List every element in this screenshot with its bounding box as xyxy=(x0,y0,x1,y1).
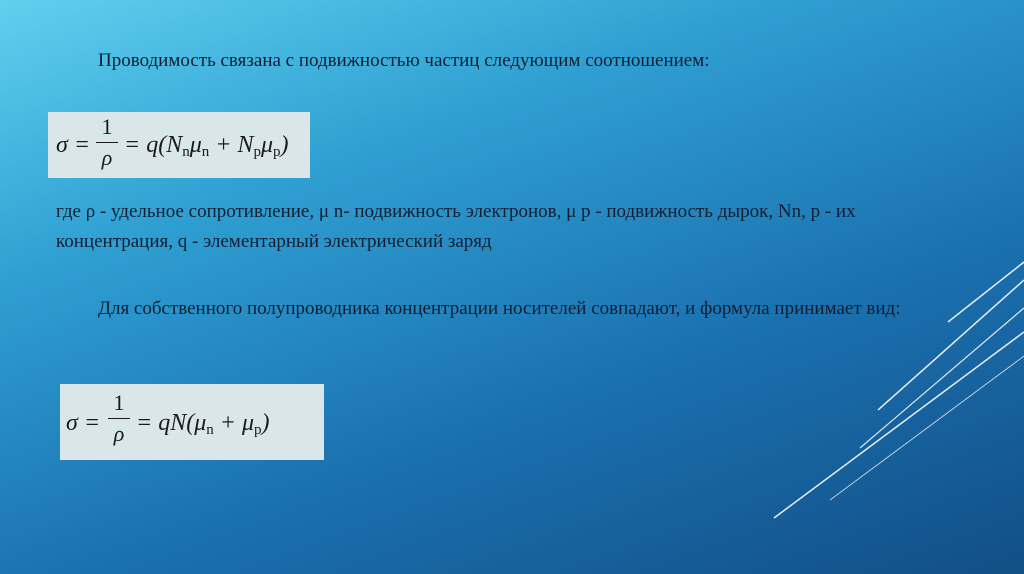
formula2-lhs: σ = xyxy=(66,410,101,436)
intro-text: Проводимость связана с подвижностью частиц следующим соотношением: xyxy=(98,50,710,71)
formula1-mu-sub-p: p xyxy=(273,144,281,160)
deco-line-5 xyxy=(830,356,1024,500)
formula1-rhs-start: = q(N xyxy=(124,132,183,158)
formula1-mu-p: μ xyxy=(260,132,273,158)
definition-text: где ρ - удельное сопротивление, μ n- подвижность электронов, μ p - подвижность дырок, Nn, p - их концентрация, q - элементарный электрический заряд xyxy=(56,201,856,252)
formula1-numerator: 1 xyxy=(101,114,113,139)
formula2-close: ) xyxy=(261,410,270,436)
formula1-denominator: ρ xyxy=(101,145,113,170)
formula1-mu-n: μ xyxy=(189,132,202,158)
deco-line-2 xyxy=(878,280,1024,410)
formula2-denominator: ρ xyxy=(113,421,125,446)
formula2-numerator: 1 xyxy=(113,390,125,415)
formula2-rhs-start: = qN(μ xyxy=(136,410,207,436)
deco-line-3 xyxy=(860,308,1024,448)
formula2-sub-p: p xyxy=(254,422,262,438)
formula1-mu-sub-n: n xyxy=(201,144,210,160)
formula1-sub-n: n xyxy=(182,144,190,160)
deco-line-4 xyxy=(774,332,1024,518)
intrinsic-text: Для собственного полупроводника концентрации носителей совпадают, и формула принимает вид: xyxy=(98,298,901,319)
formula1-plus: + N xyxy=(209,132,254,158)
formula2-sub-n: n xyxy=(206,422,214,438)
formula2-plus: + μ xyxy=(213,410,254,436)
formula1-sub-p: p xyxy=(253,144,261,160)
formula1-close: ) xyxy=(280,132,289,158)
formula1-lhs: σ = xyxy=(56,132,91,158)
